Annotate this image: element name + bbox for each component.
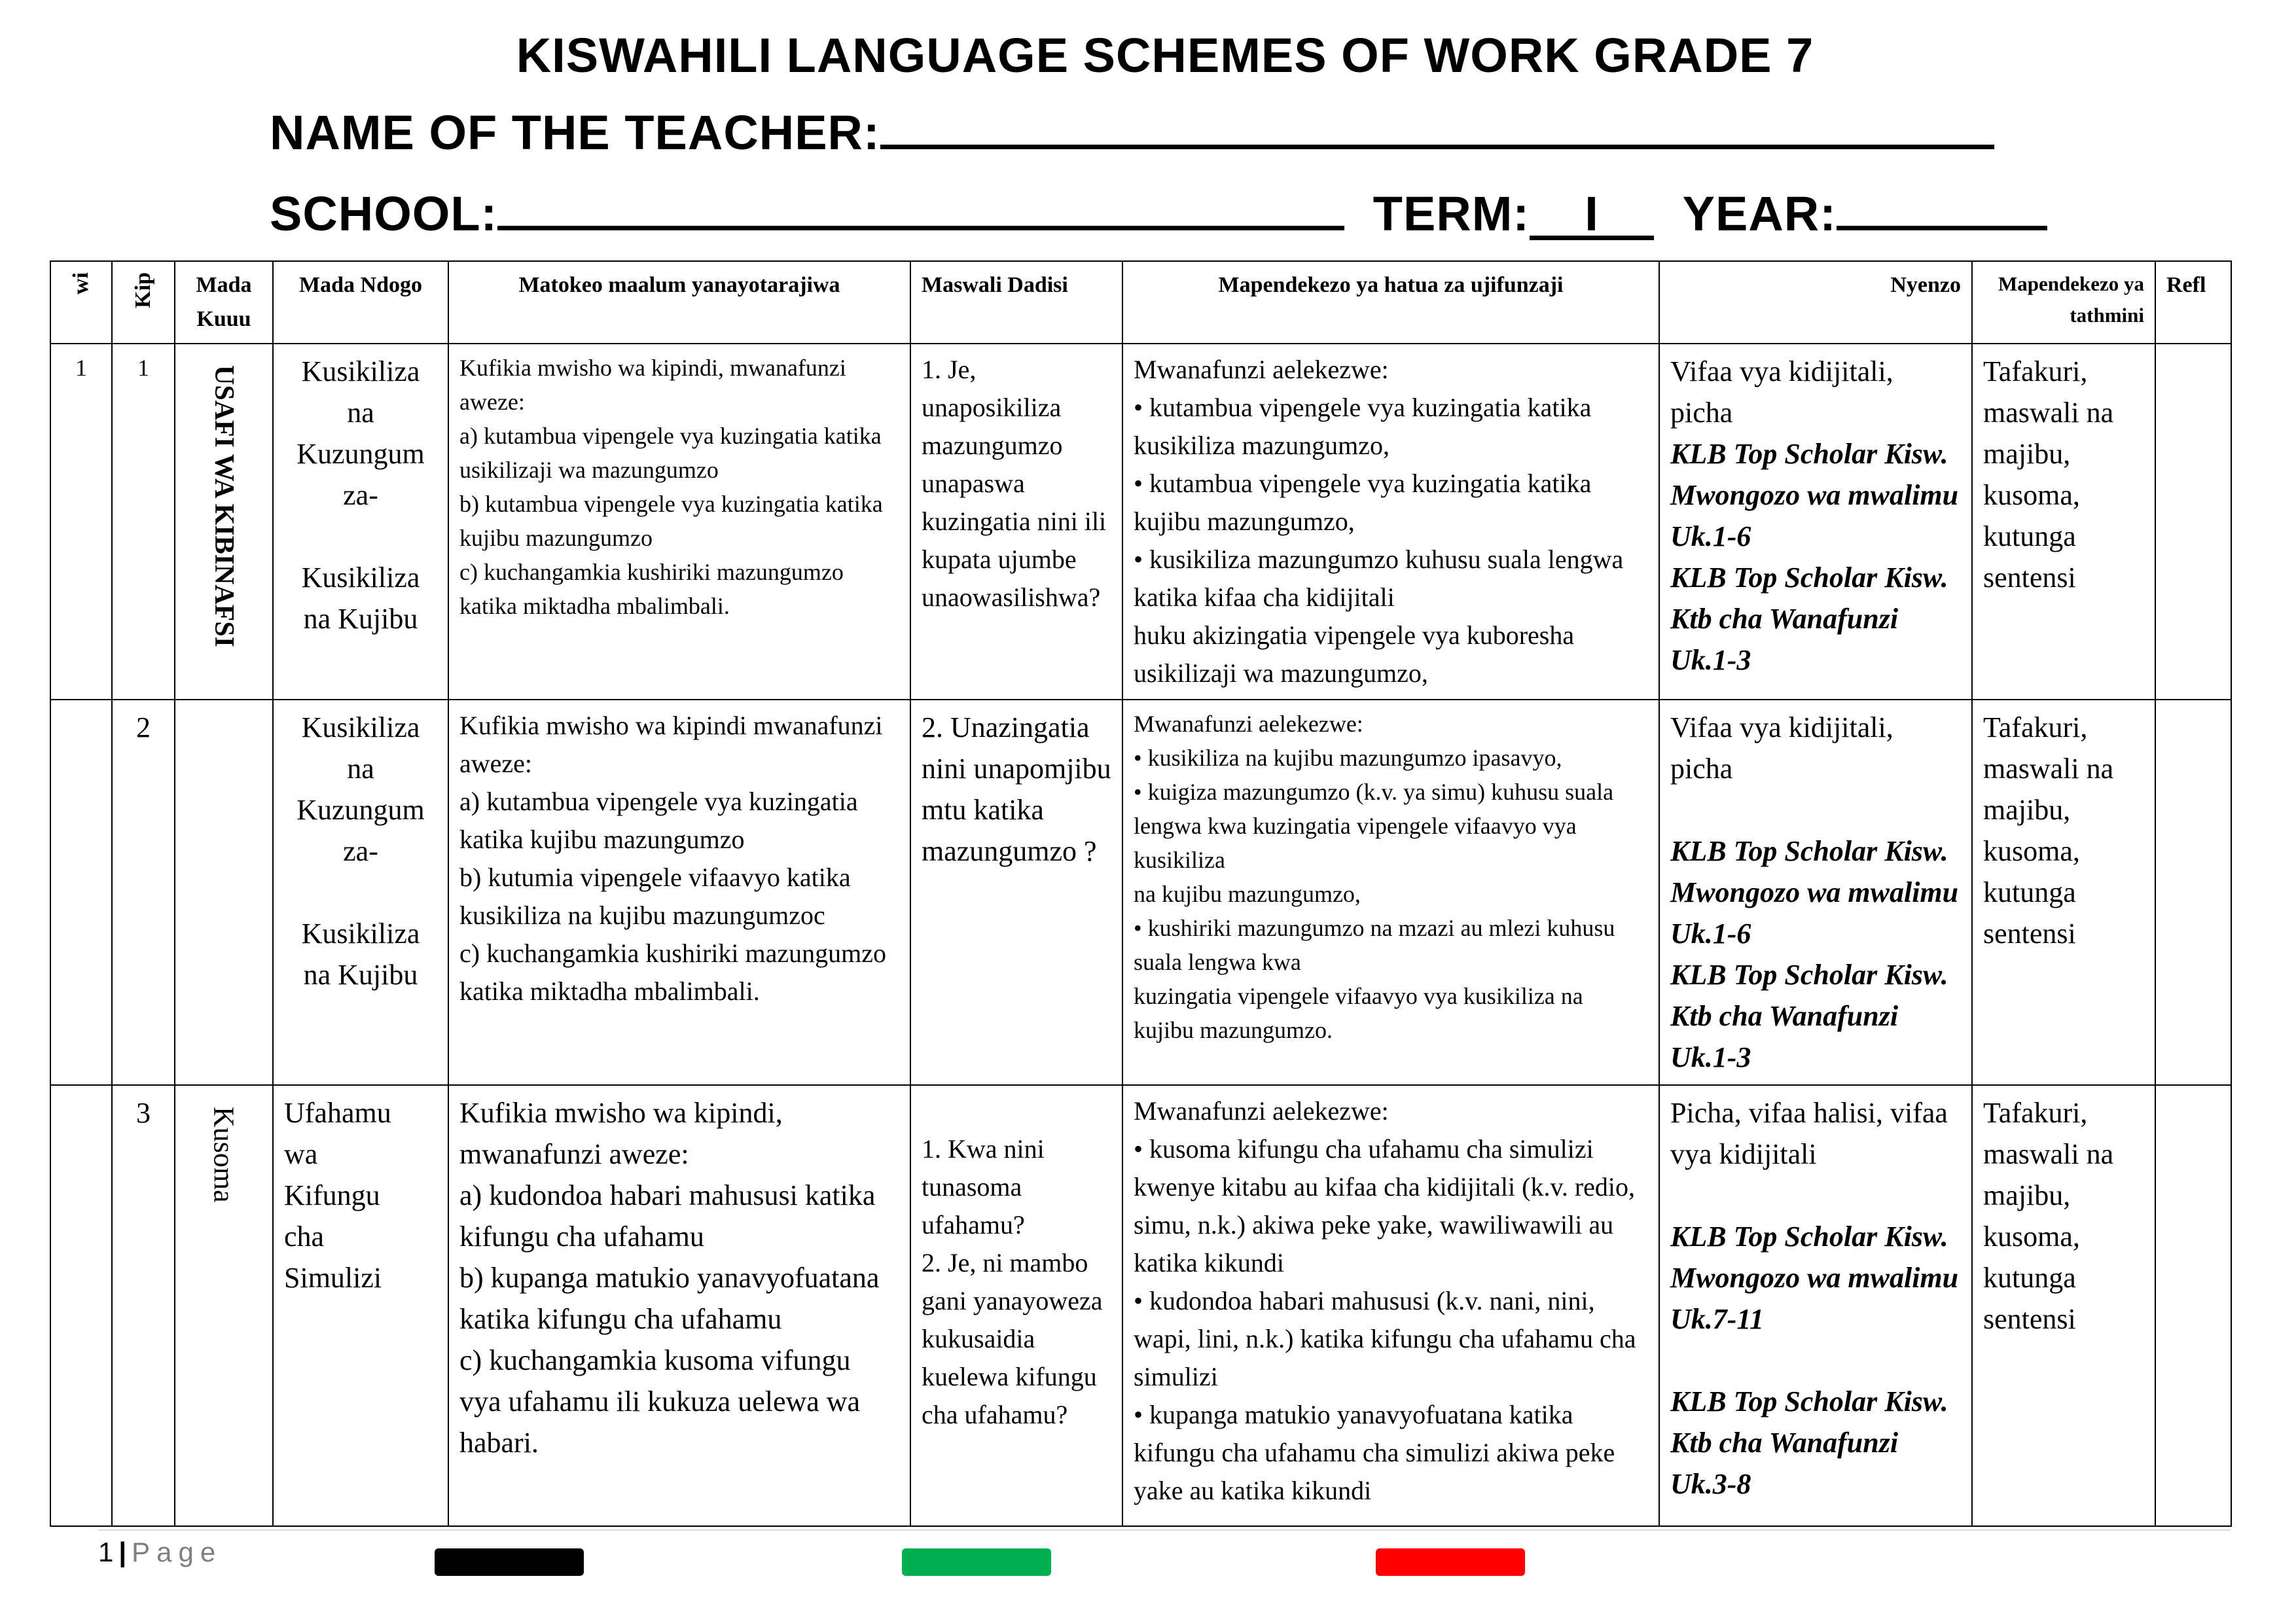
black-color-bar bbox=[435, 1548, 584, 1576]
col-header-assessment: Mapendekezo ya tathmini bbox=[1972, 261, 2155, 344]
page-number: 1 | Page bbox=[98, 1537, 223, 1567]
col-header-outcomes: Matokeo maalum yanayotarajiwa bbox=[448, 261, 910, 344]
col-header-reflection: Refl bbox=[2155, 261, 2231, 344]
term-value[interactable]: I bbox=[1530, 192, 1654, 240]
reflection-cell[interactable] bbox=[2155, 344, 2231, 700]
lesson-cell: 1 bbox=[112, 344, 175, 700]
col-header-lesson: Kip bbox=[112, 261, 175, 344]
col-header-resources: Nyenzo bbox=[1659, 261, 1972, 344]
strand-cell bbox=[175, 700, 273, 1085]
outcomes-cell: Kufikia mwisho wa kipindi, mwanafunzi aweze: a) kutambua vipengele vya kuzingatia katika usikilizaji wa mazungumzo b) kutambua vipengele vya kuzingatia katika kujibu mazungumzo c) kuchangamkia kushiriki mazungumzo katika miktadha mbalimbali. bbox=[448, 344, 910, 700]
week-cell bbox=[50, 1085, 112, 1526]
school-label: SCHOOL: bbox=[270, 187, 498, 241]
resources-cell: Vifaa vya kidijitali, picha KLB Top Scholar Kisw. Mwongozo wa mwalimu Uk.1-6 KLB Top Scholar Kisw. Ktb cha Wanafunzi Uk.1-3 bbox=[1659, 700, 1972, 1085]
resources-cell: Vifaa vya kidijitali, picha KLB Top Scholar Kisw. Mwongozo wa mwalimu Uk.1-6 KLB Top Scholar Kisw. Ktb cha Wanafunzi Uk.1-3 bbox=[1659, 344, 1972, 700]
reflection-cell[interactable] bbox=[2155, 1085, 2231, 1526]
col-header-substrand: Mada Ndogo bbox=[273, 261, 448, 344]
schemes-of-work-table bbox=[50, 260, 2232, 1527]
assessment-cell: Tafakuri, maswali na majibu, kusoma, kutunga sentensi bbox=[1972, 700, 2155, 1085]
resources-cell: Picha, vifaa halisi, vifaa vya kidijitali KLB Top Scholar Kisw. Mwongozo wa mwalimu Uk.7-11 KLB Top Scholar Kisw. Ktb cha Wanafunzi Uk.3-8 bbox=[1659, 1085, 1972, 1526]
col-header-strand: Mada Kuuu bbox=[175, 261, 273, 344]
term-label: TERM: bbox=[1372, 187, 1530, 241]
col-header-inquiry: Maswali Dadisi bbox=[910, 261, 1122, 344]
year-label: YEAR: bbox=[1682, 187, 1837, 241]
assessment-cell: Tafakuri, maswali na majibu, kusoma, kutunga sentensi bbox=[1972, 1085, 2155, 1526]
page-title: KISWAHILI LANGUAGE SCHEMES OF WORK GRADE 7 bbox=[516, 28, 1814, 82]
activities-cell: Mwanafunzi aelekezwe: • kusikiliza na kujibu mazungumzo ipasavyo, • kuigiza mazungumzo (k.v. ya simu) kuhusu suala lengwa kwa kuzingatia vipengele vifaavyo vya kusikiliza na kujibu mazungumzo, • kushiriki mazungumzo na mzazi au mlezi kuhusu suala lengwa kwa kuzingatia vipengele vifaavyo vya kusikiliza na kujibu mazungumzo. bbox=[1122, 700, 1659, 1085]
substrand-cell: Kusikiliza na Kuzungum za- Kusikiliza na Kujibu bbox=[273, 700, 448, 1085]
col-header-week: wi bbox=[50, 261, 112, 344]
week-cell bbox=[50, 700, 112, 1085]
strand-cell: USAFI WA KIBINAFSI bbox=[175, 344, 273, 700]
activities-cell: Mwanafunzi aelekezwe: • kusoma kifungu cha ufahamu cha simulizi kwenye kitabu au kifaa cha kidijitali (k.v. redio, simu, n.k.) akiwa peke yake, wawiliwawili au katika kikundi • kudondoa habari mahususi (k.v. nani, nini, wapi, lini, n.k.) katika kifungu cha ufahamu cha simulizi • kupanga matukio yanavyofuatana katika kifungu cha ufahamu cha simulizi akiwa peke yake au katika kikundi bbox=[1122, 1085, 1659, 1526]
school-term-year-line bbox=[270, 186, 2047, 241]
lesson-cell: 3 bbox=[112, 1085, 175, 1526]
lesson-cell: 2 bbox=[112, 700, 175, 1085]
activities-cell: Mwanafunzi aelekezwe: • kutambua vipengele vya kuzingatia katika kusikiliza mazungumzo, • kutambua vipengele vya kuzingatia katika kujibu mazungumzo, • kusikiliza mazungumzo kuhusu suala lengwa katika kifaa cha kidijitali huku akizingatia vipengele vya kuboresha usikilizaji wa mazungumzo, bbox=[1122, 344, 1659, 700]
inquiry-cell: 2. Unazingatia nini unapomjibu mtu katika mazungumzo ? bbox=[910, 700, 1122, 1085]
table-header-row bbox=[50, 261, 2231, 344]
substrand-cell: Kusikiliza na Kuzungum za- Kusikiliza na Kujibu bbox=[273, 344, 448, 700]
week-cell: 1 bbox=[50, 344, 112, 700]
teacher-name-blank[interactable] bbox=[880, 107, 1994, 149]
inquiry-cell: 1. Kwa nini tunasoma ufahamu? 2. Je, ni mambo gani yanayoweza kukusaidia kuelewa kifungu cha ufahamu? bbox=[910, 1085, 1122, 1526]
reflection-cell[interactable] bbox=[2155, 700, 2231, 1085]
substrand-cell: Ufahamu wa Kifungu cha Simulizi bbox=[273, 1085, 448, 1526]
table-row bbox=[50, 344, 2231, 700]
teacher-label: NAME OF THE TEACHER: bbox=[270, 105, 880, 160]
inquiry-cell: 1. Je, unaposikiliza mazungumzo unapaswa kuzingatia nini ili kupata ujumbe unaowasilishwa? bbox=[910, 344, 1122, 700]
teacher-line bbox=[270, 105, 1994, 160]
strand-cell: Kusoma bbox=[175, 1085, 273, 1526]
outcomes-cell: Kufikia mwisho wa kipindi mwanafunzi aweze: a) kutambua vipengele vya kuzingatia katika kujibu mazungumzo b) kutumia vipengele vifaavyo katika kusikiliza na kujibu mazungumzoc c) kuchangamkia kushiriki mazungumzo katika miktadha mbalimbali. bbox=[448, 700, 910, 1085]
year-blank[interactable] bbox=[1837, 188, 2047, 230]
school-name-blank[interactable] bbox=[497, 188, 1344, 230]
col-header-activities: Mapendekezo ya hatua za ujifunzaji bbox=[1122, 261, 1659, 344]
outcomes-cell: Kufikia mwisho wa kipindi, mwanafunzi aweze: a) kudondoa habari mahususi katika kifungu cha ufahamu b) kupanga matukio yanavyofuatana katika kifungu cha ufahamu c) kuchangamkia kusoma vifungu vya ufahamu ili kukuza uelewa wa habari. bbox=[448, 1085, 910, 1526]
green-color-bar bbox=[902, 1548, 1051, 1576]
assessment-cell: Tafakuri, maswali na majibu, kusoma, kutunga sentensi bbox=[1972, 344, 2155, 700]
table-row bbox=[50, 700, 2231, 1085]
red-color-bar bbox=[1376, 1548, 1525, 1576]
table-row bbox=[50, 1085, 2231, 1526]
footer-divider bbox=[98, 1529, 2231, 1531]
